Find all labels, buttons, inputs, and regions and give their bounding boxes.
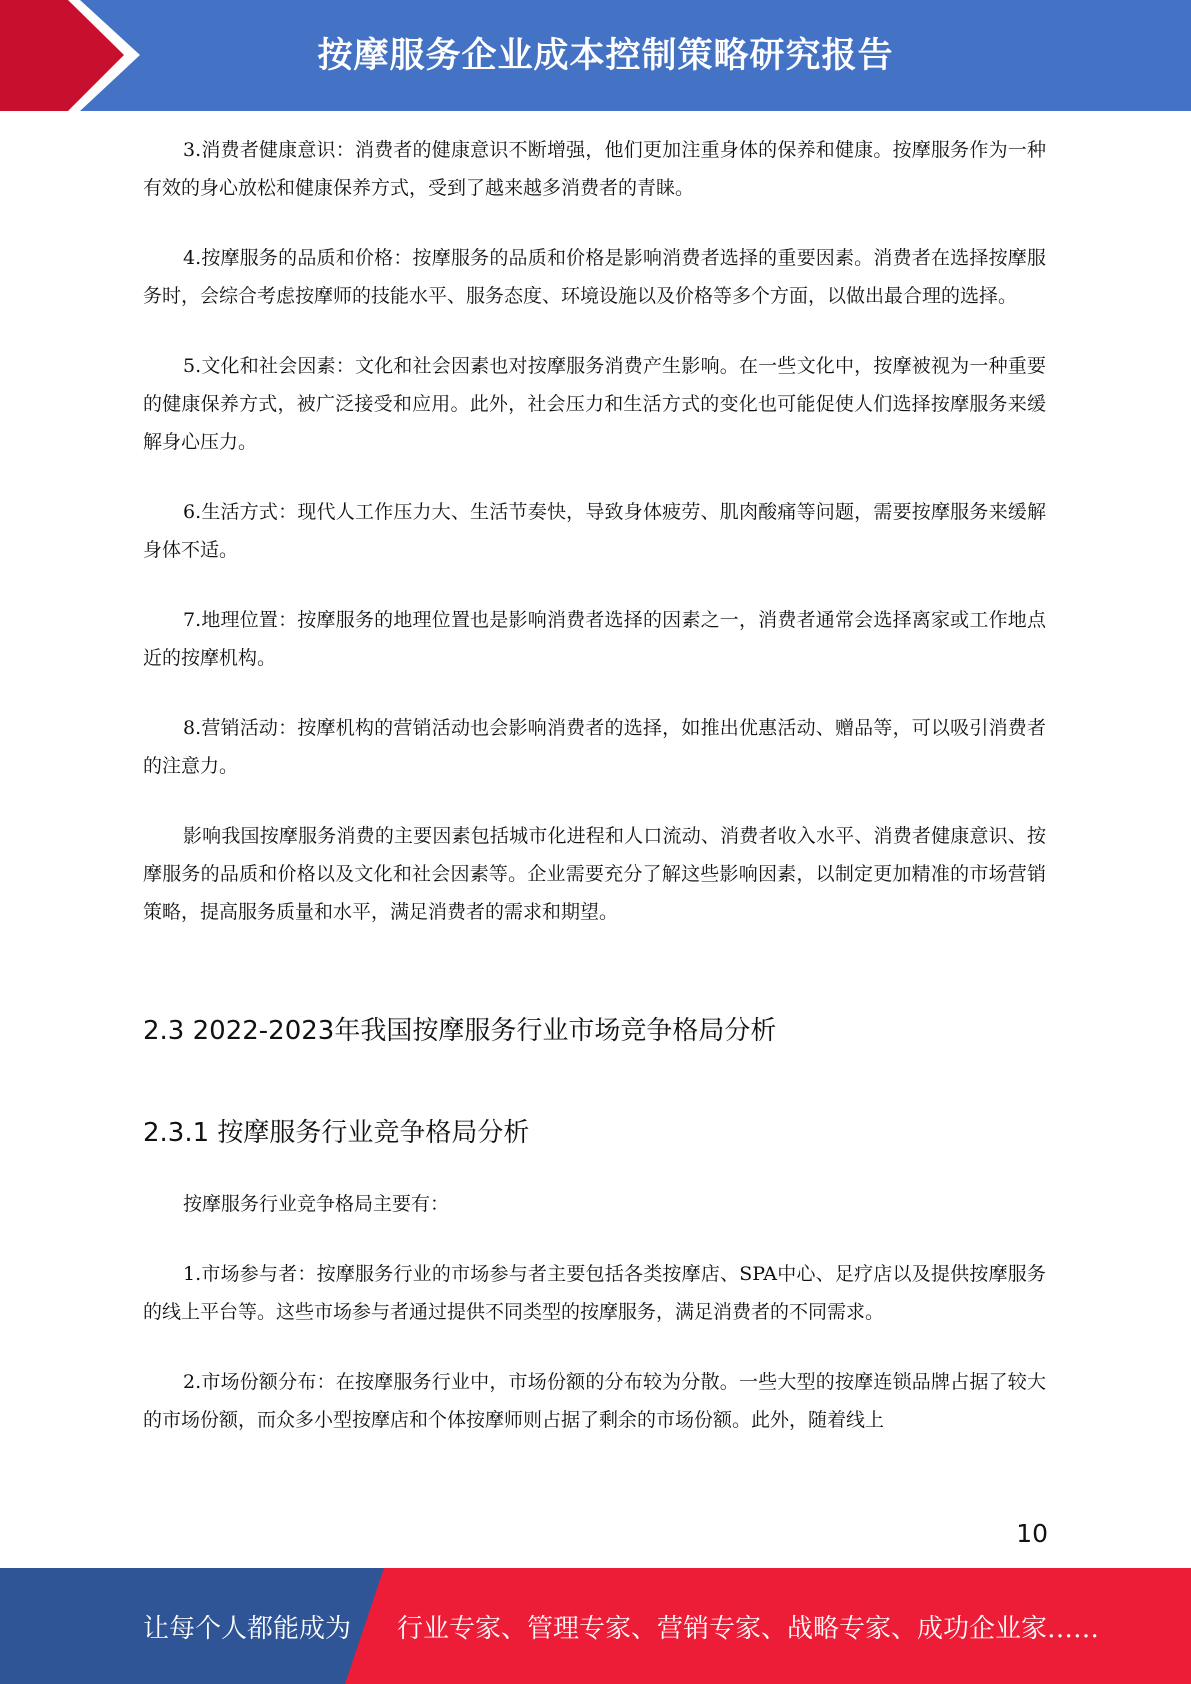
page-number: 10 (1016, 1519, 1048, 1548)
report-title: 按摩服务企业成本控制策略研究报告 (317, 36, 894, 76)
paragraph-marketing: 8.营销活动：按摩机构的营销活动也会影响消费者的选择，如推出优惠活动、赠品等，可以吸引消费者的注意力。 (143, 717, 1046, 777)
footer-slogan-right: 行业专家、管理专家、营销专家、战略专家、成功企业家…… (397, 1614, 1100, 1644)
paragraph-summary: 影响我国按摩服务消费的主要因素包括城市化进程和人口流动、消费者收入水平、消费者健康意识、按摩服务的品质和价格以及文化和社会因素等。企业需要充分了解这些影响因素，以制定更加精准的市场营销策略，提高服务质量和水平，满足消费者的需求和期望。 (143, 825, 1046, 923)
paragraph-market-share: 2.市场份额分布：在按摩服务行业中，市场份额的分布较为分散。一些大型的按摩连锁品牌占据了较大的市场份额，而众多小型按摩店和个体按摩师则占据了剩余的市场份额。此外，随着线上 (143, 1371, 1046, 1431)
paragraph-culture-society: 5.文化和社会因素：文化和社会因素也对按摩服务消费产生影响。在一些文化中，按摩被视为一种重要的健康保养方式，被广泛接受和应用。此外，社会压力和生活方式的变化也可能促使人们选择按摩服务来缓解身心压力。 (143, 355, 1046, 453)
page-header (0, 0, 1191, 111)
paragraph-market-participants: 1.市场参与者：按摩服务行业的市场参与者主要包括各类按摩店、SPA中心、足疗店以及提供按摩服务的线上平台等。这些市场参与者通过提供不同类型的按摩服务，满足消费者的不同需求。 (143, 1263, 1046, 1323)
paragraph-quality-price: 4.按摩服务的品质和价格：按摩服务的品质和价格是影响消费者选择的重要因素。消费者在选择按摩服务时，会综合考虑按摩师的技能水平、服务态度、环境设施以及价格等多个方面，以做出最合理的选择。 (143, 247, 1046, 307)
paragraph-location: 7.地理位置：按摩服务的地理位置也是影响消费者选择的因素之一，消费者通常会选择离家或工作地点近的按摩机构。 (143, 609, 1046, 669)
paragraph-competition-intro: 按摩服务行业竞争格局主要有： (183, 1193, 450, 1215)
subsection-heading: 2.3.1 按摩服务行业竞争格局分析 (143, 1118, 530, 1148)
footer-slogan-left: 让每个人都能成为 (143, 1614, 352, 1644)
paragraph-consumer-health: 3.消费者健康意识：消费者的健康意识不断增强，他们更加注重身体的保养和健康。按摩服务作为一种有效的身心放松和健康保养方式，受到了越来越多消费者的青睐。 (143, 139, 1046, 199)
paragraph-lifestyle: 6.生活方式：现代人工作压力大、生活节奏快，导致身体疲劳、肌肉酸痛等问题，需要按摩服务来缓解身体不适。 (143, 501, 1046, 561)
section-heading: 2.3 2022-2023年我国按摩服务行业市场竞争格局分析 (143, 1016, 777, 1046)
document-body (143, 131, 1046, 1471)
page-footer (0, 1568, 1191, 1684)
